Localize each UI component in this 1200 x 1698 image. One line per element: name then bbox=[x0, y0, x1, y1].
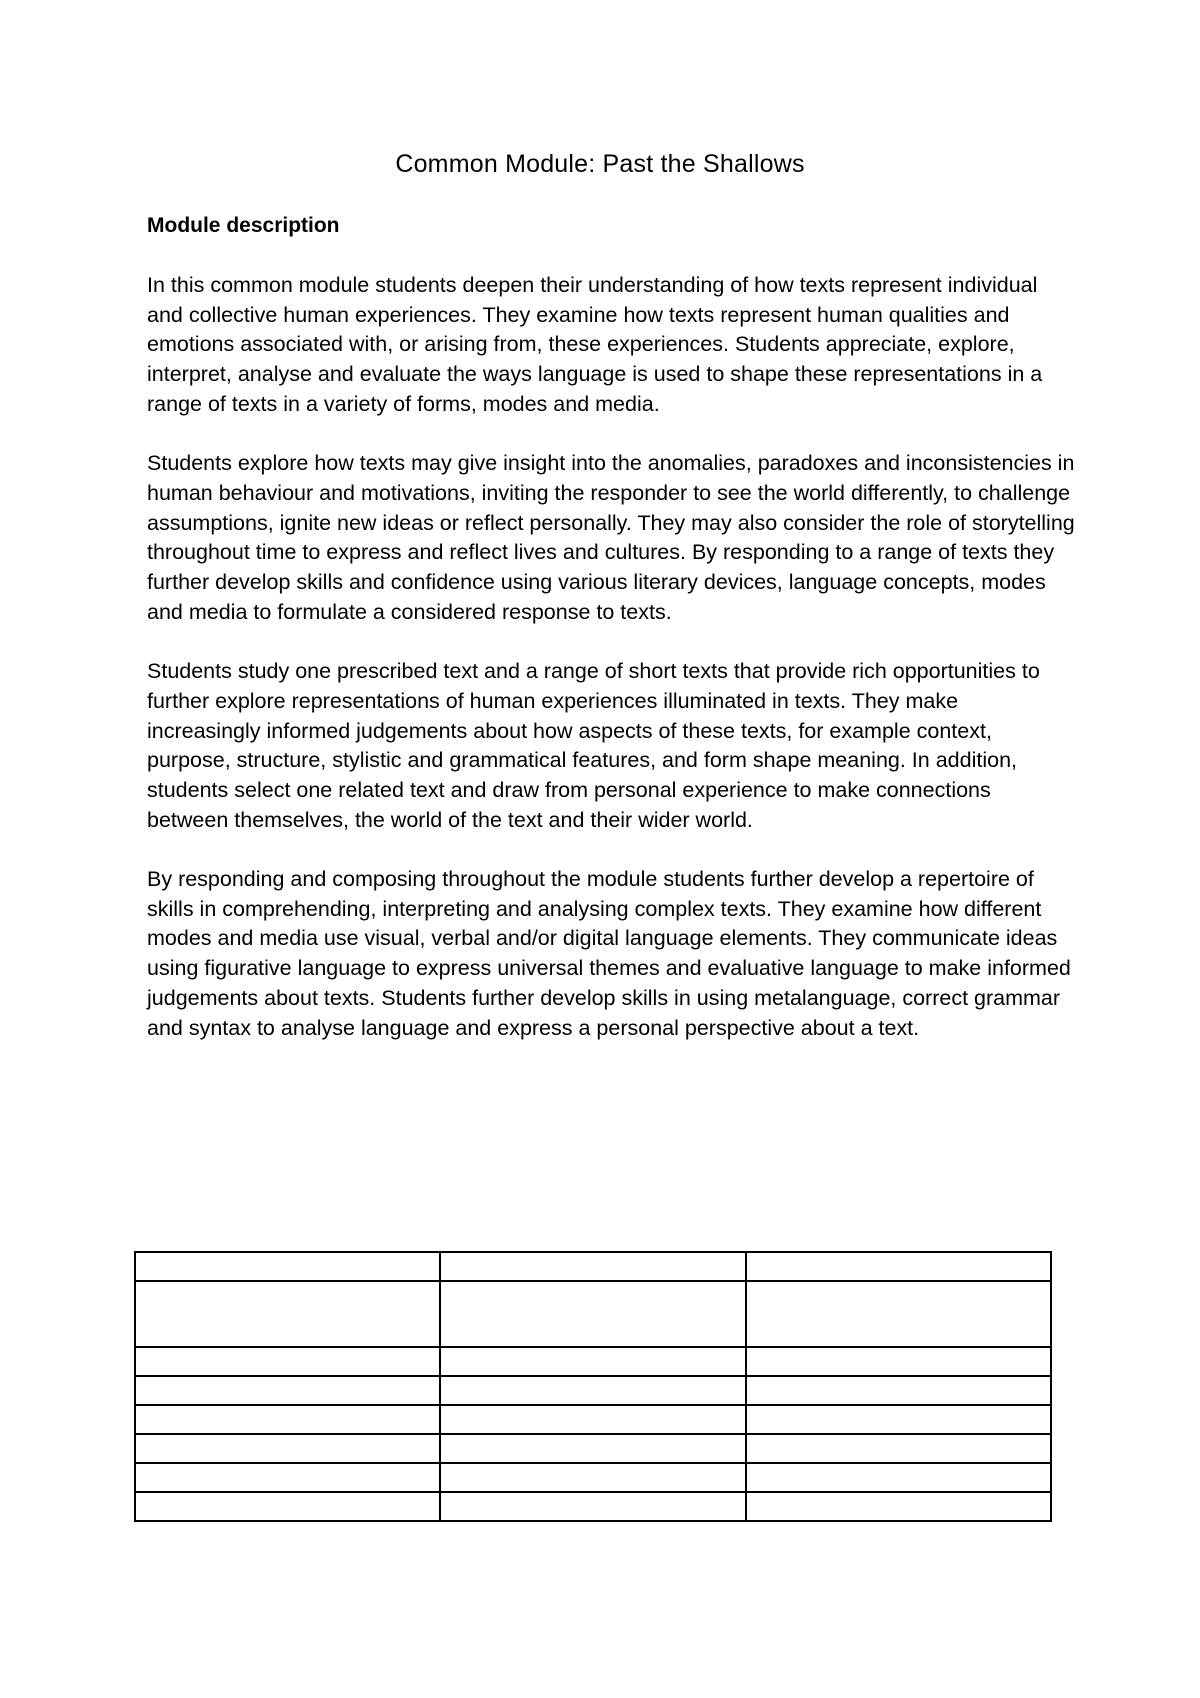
table-cell bbox=[135, 1434, 440, 1463]
table-row bbox=[135, 1463, 1051, 1492]
table-cell bbox=[440, 1492, 745, 1521]
table-cell bbox=[746, 1434, 1051, 1463]
page-title: Common Module: Past the Shallows bbox=[395, 150, 805, 178]
table-cell bbox=[440, 1376, 745, 1405]
table-cell bbox=[440, 1347, 745, 1376]
document-body bbox=[147, 211, 1077, 1073]
paragraph: Students study one prescribed text and a range of short texts that provide rich opportunities to further explore representations of human experiences illuminated in texts. They make increasingly informed judgements about how aspects of these texts, for example context, purpose, structure, stylistic and grammatical features, and form shape meaning. In addition, students select one related text and draw from personal experience to make connections between themselves, the world of the text and their wider world. bbox=[147, 659, 1040, 832]
table-cell bbox=[746, 1463, 1051, 1492]
table-row bbox=[135, 1492, 1051, 1521]
table-cell bbox=[135, 1281, 440, 1347]
table-row bbox=[135, 1347, 1051, 1376]
table-cell bbox=[440, 1405, 745, 1434]
table-cell bbox=[135, 1347, 440, 1376]
table-cell bbox=[135, 1492, 440, 1521]
table-cell bbox=[746, 1347, 1051, 1376]
table-cell bbox=[135, 1376, 440, 1405]
table-cell bbox=[440, 1281, 745, 1347]
table-cell bbox=[746, 1492, 1051, 1521]
table-cell bbox=[746, 1281, 1051, 1347]
paragraph: By responding and composing throughout the module students further develop a repertoire of skills in comprehending, interpreting and analysing complex texts. They examine how different modes and media use visual, verbal and/or digital language elements. They communicate ideas using figurative language to express universal themes and evaluative language to make informed judgements about texts. Students further develop skills in using metalanguage, correct grammar and syntax to analyse language and express a personal perspective about a text. bbox=[147, 867, 1071, 1040]
paragraph: Students explore how texts may give insight into the anomalies, paradoxes and inconsistencies in human behaviour and motivations, inviting the responder to see the world differently, to challenge assumptions, ignite new ideas or reflect personally. They may also consider the role of storytelling throughout time to express and reflect lives and cultures. By responding to a range of texts they further develop skills and confidence using various literary devices, language concepts, modes and media to formulate a considered response to texts. bbox=[147, 451, 1075, 624]
section-heading: Module description bbox=[147, 214, 340, 237]
table-cell bbox=[746, 1252, 1051, 1281]
table-row bbox=[135, 1281, 1051, 1347]
table-row bbox=[135, 1376, 1051, 1405]
table-cell bbox=[440, 1434, 745, 1463]
table-cell bbox=[135, 1463, 440, 1492]
table-cell bbox=[746, 1405, 1051, 1434]
empty-table bbox=[134, 1251, 1052, 1522]
table-cell bbox=[440, 1463, 745, 1492]
table-cell bbox=[135, 1252, 440, 1281]
paragraph: In this common module students deepen their understanding of how texts represent individual and collective human experiences. They examine how texts represent human qualities and emotions associated with, or arising from, these experiences. Students appreciate, explore, interpret, analyse and evaluate the ways language is used to shape these representations in a range of texts in a variety of forms, modes and media. bbox=[147, 273, 1043, 416]
table-cell bbox=[135, 1405, 440, 1434]
table-row bbox=[135, 1252, 1051, 1281]
table-cell bbox=[746, 1376, 1051, 1405]
table-cell bbox=[440, 1252, 745, 1281]
table-row bbox=[135, 1405, 1051, 1434]
table-row bbox=[135, 1434, 1051, 1463]
